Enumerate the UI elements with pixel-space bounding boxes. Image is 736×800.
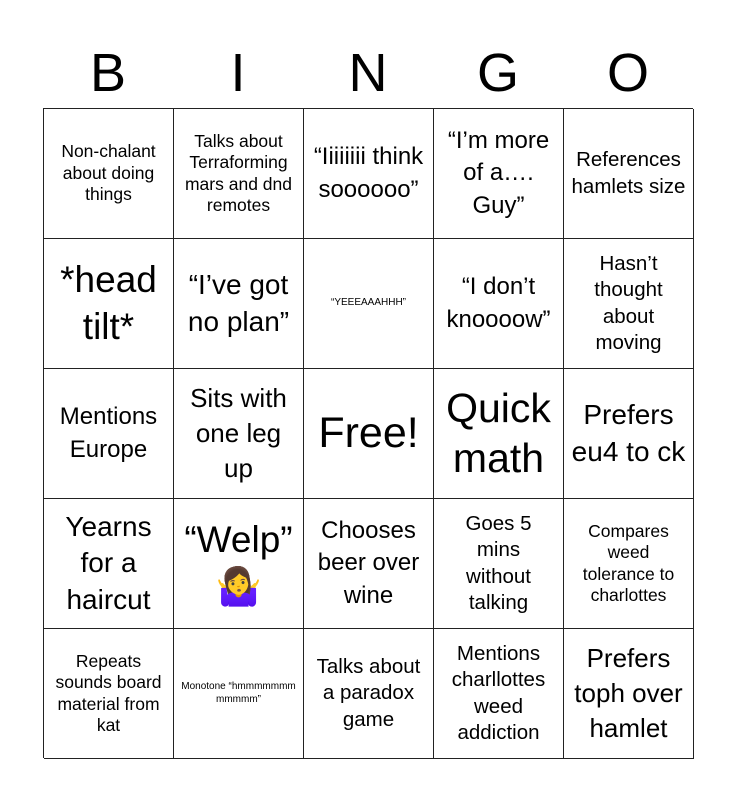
cell-text: “I’ve got no plan” bbox=[187, 269, 290, 337]
bingo-cell[interactable] bbox=[44, 109, 174, 239]
cell-text: Talks about a paradox game bbox=[316, 655, 421, 731]
bingo-cell[interactable] bbox=[174, 499, 304, 629]
bingo-cell[interactable] bbox=[564, 239, 694, 369]
bingo-cell[interactable] bbox=[174, 369, 304, 499]
bingo-header bbox=[43, 38, 693, 108]
cell-text: Compares weed tolerance to charlottes bbox=[582, 520, 675, 605]
bingo-cell[interactable] bbox=[174, 629, 304, 759]
bingo-cell[interactable] bbox=[304, 369, 434, 499]
cell-text: “I’m more of a…. Guy” bbox=[447, 126, 550, 219]
bingo-cell[interactable] bbox=[44, 629, 174, 759]
header-letter-o: O bbox=[606, 43, 649, 103]
bingo-cell[interactable] bbox=[174, 239, 304, 369]
cell-text: Sits with one leg up bbox=[190, 382, 287, 484]
cell-text: *head tilt* bbox=[60, 259, 157, 347]
header-letter-n: N bbox=[348, 43, 388, 103]
bingo-card-grid bbox=[43, 108, 693, 758]
cell-text: Quick math bbox=[446, 385, 551, 481]
header-letter-i: I bbox=[230, 43, 246, 103]
bingo-cell[interactable] bbox=[304, 629, 434, 759]
cell-text: References hamlets size bbox=[571, 148, 686, 198]
bingo-cell[interactable] bbox=[174, 109, 304, 239]
header-letter-g: G bbox=[476, 43, 519, 103]
bingo-cell[interactable] bbox=[434, 369, 564, 499]
bingo-cell[interactable] bbox=[434, 109, 564, 239]
bingo-cell[interactable] bbox=[304, 499, 434, 629]
cell-text: Goes 5 mins without talking bbox=[465, 512, 532, 614]
bingo-cell[interactable] bbox=[564, 369, 694, 499]
cell-text: “Iiiiiiii think soooooo” bbox=[313, 143, 424, 203]
bingo-cell[interactable] bbox=[44, 239, 174, 369]
bingo-cell[interactable] bbox=[564, 629, 694, 759]
cell-text: Chooses beer over wine bbox=[317, 516, 420, 609]
bingo-cell[interactable] bbox=[44, 369, 174, 499]
bingo-cell[interactable] bbox=[304, 239, 434, 369]
cell-text: Mentions charllottes weed addiction bbox=[451, 642, 546, 744]
bingo-cell[interactable] bbox=[564, 109, 694, 239]
free-space: Free! bbox=[318, 409, 419, 458]
bingo-cell[interactable] bbox=[304, 109, 434, 239]
cell-text: “I don’t knoooow” bbox=[446, 273, 551, 333]
cell-text: Prefers eu4 to ck bbox=[571, 399, 686, 467]
cell-text: Mentions Europe bbox=[59, 403, 158, 463]
cell-text: Non-chalant about doing things bbox=[61, 141, 156, 205]
cell-text: Prefers toph over hamlet bbox=[574, 642, 683, 744]
bingo-cell[interactable] bbox=[434, 499, 564, 629]
cell-text: Monotone “hmmmmmmmmmmmm” bbox=[181, 681, 296, 705]
cell-text: “Welp” 🤷‍♀️ bbox=[184, 519, 293, 607]
cell-text: Hasn’t thought about moving bbox=[594, 252, 663, 354]
cell-text: Repeats sounds board material from kat bbox=[55, 650, 162, 735]
bingo-cell[interactable] bbox=[44, 499, 174, 629]
cell-text: Yearns for a haircut bbox=[65, 510, 152, 615]
cell-text: Talks about Terraforming mars and dnd remotes bbox=[184, 130, 292, 215]
bingo-cell[interactable] bbox=[564, 499, 694, 629]
header-letter-b: B bbox=[89, 43, 127, 103]
bingo-cell[interactable] bbox=[434, 629, 564, 759]
cell-text: “YEEEAAAHHH” bbox=[330, 297, 406, 309]
bingo-cell[interactable] bbox=[434, 239, 564, 369]
